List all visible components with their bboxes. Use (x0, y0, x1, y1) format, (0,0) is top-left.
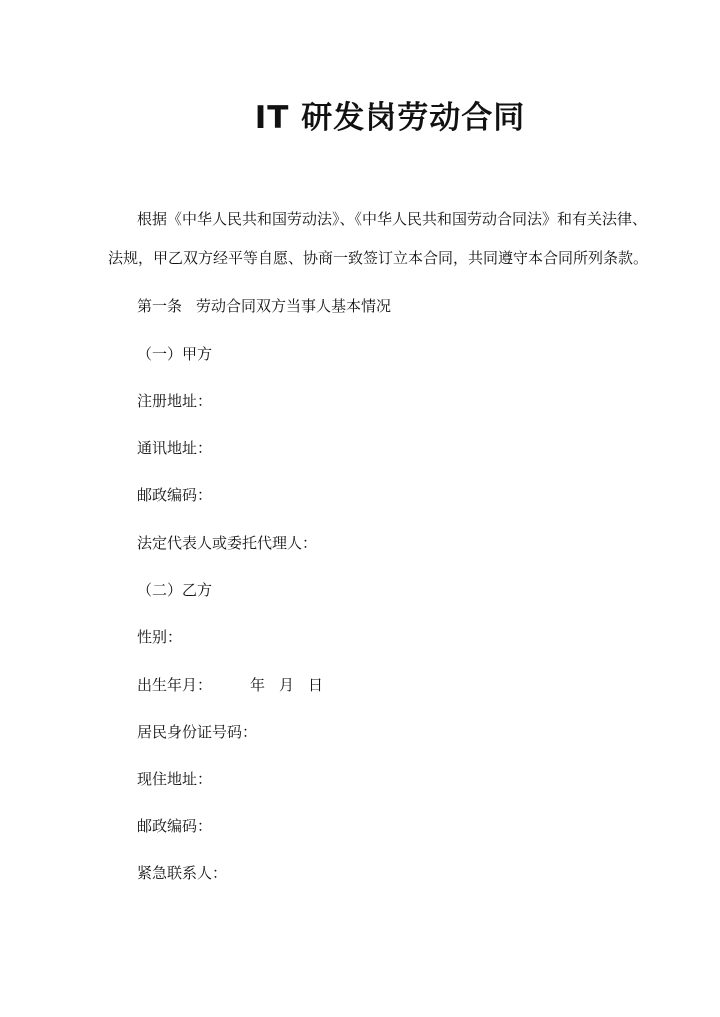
gender-label: 性别： (137, 628, 183, 646)
month-unit: 月 (279, 676, 295, 694)
article-1-heading (137, 295, 391, 317)
mailing-address-label: 通讯地址： (137, 439, 213, 457)
party-b-heading: （二）乙方 (137, 581, 213, 599)
day-unit: 日 (308, 676, 324, 694)
current-address-label: 现住地址： (137, 770, 213, 788)
id-number-label: 居民身份证号码： (137, 723, 258, 741)
party-b-postal-code-label: 邮政编码： (137, 817, 213, 835)
year-unit: 年 (250, 676, 266, 694)
document-title: IT 研发岗劳动合同 (254, 100, 526, 136)
article-title: 劳动合同双方当事人基本情况 (196, 297, 392, 315)
birth-date-line (137, 674, 323, 696)
representative-label: 法定代表人或委托代理人： (137, 534, 318, 552)
birth-label: 出生年月： (137, 676, 213, 694)
preamble-line-2: 法规，甲乙双方经平等自愿、协商一致签订立本合同，共同遵守本合同所列条款。 (108, 249, 649, 267)
party-a-heading: （一）甲方 (137, 345, 213, 363)
emergency-contact-label: 紧急联系人： (137, 864, 228, 882)
article-number: 第一条 (137, 297, 183, 315)
registered-address-label: 注册地址： (137, 392, 213, 410)
preamble-line-1: 根据《中华人民共和国劳动法》、《中华人民共和国劳动合同法》和有关法律、 (137, 210, 648, 228)
party-a-postal-code-label: 邮政编码： (137, 486, 213, 504)
